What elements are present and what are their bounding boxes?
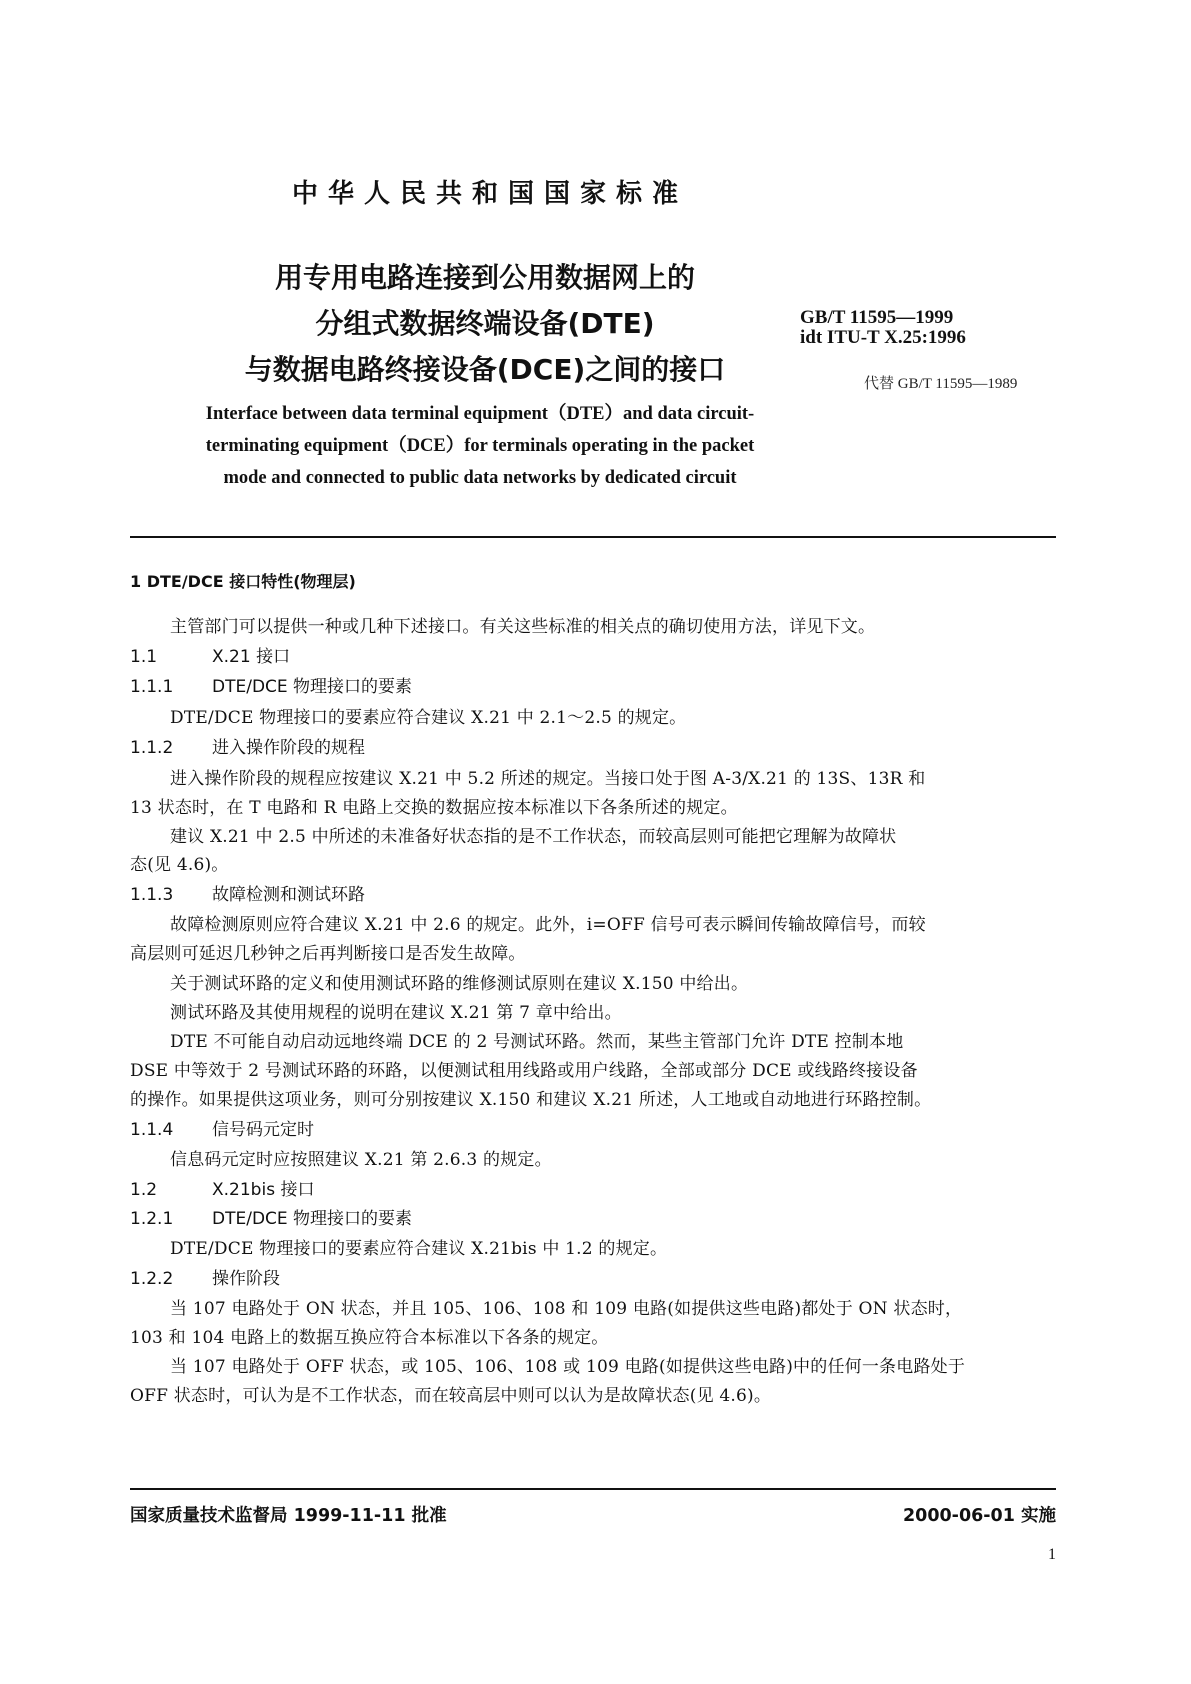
header-divider [130, 536, 1056, 538]
section-heading-1: 1 DTE/DCE 接口特性(物理层) [130, 572, 356, 591]
paragraph-1-1-4: 信息码元定时应按照建议 X.21 第 2.6.3 的规定。 [170, 1150, 552, 1170]
paragraph-1-2-1: DTE/DCE 物理接口的要素应符合建议 X.21bis 中 1.2 的规定。 [170, 1239, 668, 1259]
english-title-line-3: mode and connected to public data networks by dedicated circuit [223, 468, 737, 488]
paragraph-1-1-2a-line-2: 13 状态时，在 T 电路和 R 电路上交换的数据应按本标准以下各条所述的规定。 [130, 798, 738, 818]
paragraph-1-2-2b-line-2: OFF 状态时，可认为是不工作状态，而在较高层中则可以认为是故障状态(见 4.6)。 [130, 1386, 772, 1406]
paragraph-1-2-2a-line-1: 当 107 电路处于 ON 状态，并且 105、106、108 和 109 电路(如提供这些电路)都处于 ON 状态时， [170, 1299, 963, 1319]
title-line-3: 与数据电路终接设备(DCE)之间的接口 [244, 353, 726, 386]
section-number: 1.2 [130, 1180, 158, 1200]
section-title: 操作阶段 [212, 1269, 280, 1289]
section-1-1 [130, 642, 290, 667]
section-title: X.21bis 接口 [212, 1180, 315, 1200]
national-standard-title: 中华人民共和国国家标准 [291, 179, 688, 209]
english-title-line-1: Interface between data terminal equipment（DTE）and data circuit- [205, 404, 755, 424]
section-number: 1.1 [130, 647, 158, 667]
section-1-1-4 [130, 1115, 314, 1140]
paragraph-1-1-2b-line-1: 建议 X.21 中 2.5 中所述的未准备好状态指的是不工作状态，而较高层则可能把它理解为故障状 [170, 827, 897, 847]
english-title-line-2: terminating equipment（DCE）for terminals operating in the packet [205, 436, 755, 456]
paragraph-1-1-3d-line-2: DSE 中等效于 2 号测试环路的环路，以便测试租用线路或用户线路，全部或部分 DCE 或线路终接设备 [130, 1061, 918, 1081]
section-1-1-3 [130, 880, 365, 905]
title-line-2: 分组式数据终端设备(DTE) [315, 307, 655, 340]
section-title: 故障检测和测试环路 [212, 885, 365, 905]
paragraph-1-1-3c: 测试环路及其使用规程的说明在建议 X.21 第 7 章中给出。 [170, 1003, 622, 1023]
paragraph-1-2-2a-line-2: 103 和 104 电路上的数据互换应符合本标准以下各条的规定。 [130, 1328, 609, 1348]
section-1-2-1 [130, 1204, 412, 1229]
section-title: 信号码元定时 [212, 1120, 314, 1140]
paragraph-1-1-2a-line-1: 进入操作阶段的规程应按建议 X.21 中 5.2 所述的规定。当接口处于图 A-3/X.21 的 13S、13R 和 [170, 769, 926, 789]
section-title: 进入操作阶段的规程 [212, 738, 365, 758]
section-number: 1.1.1 [130, 677, 174, 697]
footer-divider [130, 1488, 1056, 1490]
paragraph-1-1-1: DTE/DCE 物理接口的要素应符合建议 X.21 中 2.1～2.5 的规定。 [170, 708, 687, 728]
paragraph-1-1-3a-line-1: 故障检测原则应符合建议 X.21 中 2.6 的规定。此外，i=OFF 信号可表示瞬间传输故障信号，而较 [170, 915, 926, 935]
replaces-note: 代替 GB/T 11595—1989 [864, 376, 1018, 392]
section-1-1-2 [130, 733, 365, 758]
section-title: X.21 接口 [212, 647, 291, 667]
section-1-1-1 [130, 672, 412, 697]
paragraph-intro: 主管部门可以提供一种或几种下述接口。有关这些标准的相关点的确切使用方法，详见下文。 [170, 617, 876, 637]
paragraph-1-1-3b: 关于测试环路的定义和使用测试环路的维修测试原则在建议 X.150 中给出。 [170, 974, 749, 994]
paragraph-1-2-2b-line-1: 当 107 电路处于 OFF 状态，或 105、106、108 或 109 电路(如提供这些电路)中的任何一条电路处于 [170, 1357, 966, 1377]
section-number: 1.1.4 [130, 1120, 174, 1140]
title-line-1: 用专用电路连接到公用数据网上的 [274, 261, 695, 294]
paragraph-1-1-2b-line-2: 态(见 4.6)。 [130, 855, 229, 875]
paragraph-1-1-3d-line-3: 的操作。如果提供这项业务，则可分别按建议 X.150 和建议 X.21 所述，人工地或自动地进行环路控制。 [130, 1090, 932, 1110]
standard-code: GB/T 11595—1999 [800, 307, 954, 328]
idt-reference: idt ITU-T X.25:1996 [800, 327, 966, 348]
paragraph-1-1-3d-line-1: DTE 不可能自动启动远地终端 DCE 的 2 号测试环路。然而，某些主管部门允许 DTE 控制本地 [170, 1032, 904, 1052]
section-number: 1.1.2 [130, 738, 174, 758]
section-1-2-2 [130, 1264, 280, 1289]
standard-code-block [800, 308, 966, 348]
implementation-date: 2000-06-01 实施 [902, 1506, 1056, 1526]
section-number: 1.1.3 [130, 885, 174, 905]
section-title: DTE/DCE 物理接口的要素 [212, 677, 413, 697]
section-title: DTE/DCE 物理接口的要素 [212, 1209, 413, 1229]
paragraph-1-1-3a-line-2: 高层则可延迟几秒钟之后再判断接口是否发生故障。 [130, 944, 526, 964]
section-number: 1.2.1 [130, 1209, 174, 1229]
section-number: 1.2.2 [130, 1269, 174, 1289]
page-number: 1 [1048, 1546, 1056, 1563]
approval-date: 国家质量技术监督局 1999-11-11 批准 [130, 1506, 447, 1526]
section-1-2 [130, 1175, 314, 1200]
